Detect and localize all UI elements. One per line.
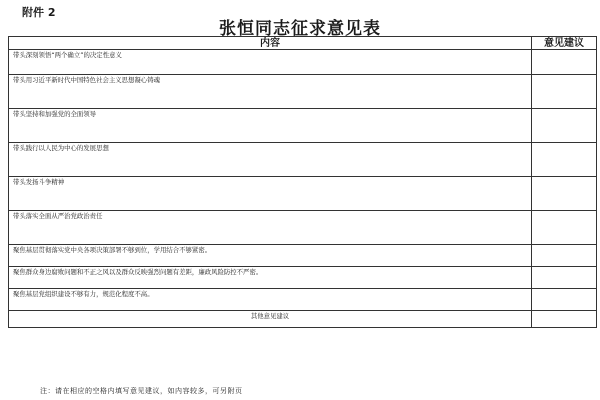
table-row (9, 177, 597, 211)
table-header-row (9, 37, 597, 50)
table-row (9, 50, 597, 75)
opinion-cell[interactable] (532, 109, 597, 143)
form-title: 张恒同志征求意见表 (219, 19, 381, 39)
opinion-cell[interactable] (532, 289, 597, 311)
opinion-column-header: 意见建议 (532, 37, 597, 50)
content-cell: 带头深刻领悟“两个确立”的决定性意义 (9, 50, 532, 75)
content-cell: 带头坚持和加强党的全面领导 (9, 109, 532, 143)
other-opinions-row (9, 311, 597, 328)
attachment-label: 附件 2 (22, 6, 56, 19)
table-row (9, 109, 597, 143)
content-cell: 带头发扬斗争精神 (9, 177, 532, 211)
content-cell: 带头践行以人民为中心的发展思想 (9, 143, 532, 177)
footnote: 注：请在相应的空格内填写意见建议，如内容较多，可另附页 (40, 387, 243, 395)
table-row (9, 267, 597, 289)
opinion-cell[interactable] (532, 211, 597, 245)
table-row (9, 245, 597, 267)
table-row (9, 289, 597, 311)
summary-cell: 聚焦基层贯彻落实党中央各项决策部署不够到位，学用结合不够紧密。 (9, 245, 532, 267)
opinion-cell[interactable] (532, 267, 597, 289)
opinion-cell[interactable] (532, 143, 597, 177)
summary-cell: 聚焦基层党组织建设不够有力，规范化程度不高。 (9, 289, 532, 311)
table-row (9, 143, 597, 177)
content-column-header: 内容 (9, 37, 532, 50)
opinion-cell[interactable] (532, 311, 597, 328)
opinion-cell[interactable] (532, 50, 597, 75)
table-row (9, 75, 597, 109)
opinion-form-table (8, 36, 597, 328)
opinion-cell[interactable] (532, 177, 597, 211)
opinion-cell[interactable] (532, 245, 597, 267)
content-cell: 带头落实全面从严治党政治责任 (9, 211, 532, 245)
other-opinions-label: 其他意见建议 (9, 311, 532, 328)
content-cell: 带头用习近平新时代中国特色社会主义思想凝心铸魂 (9, 75, 532, 109)
opinion-cell[interactable] (532, 75, 597, 109)
summary-cell: 聚焦群众身边腐败问题和不正之风以及群众反映强烈问题有差距，廉政风险防控不严密。 (9, 267, 532, 289)
table-row (9, 211, 597, 245)
